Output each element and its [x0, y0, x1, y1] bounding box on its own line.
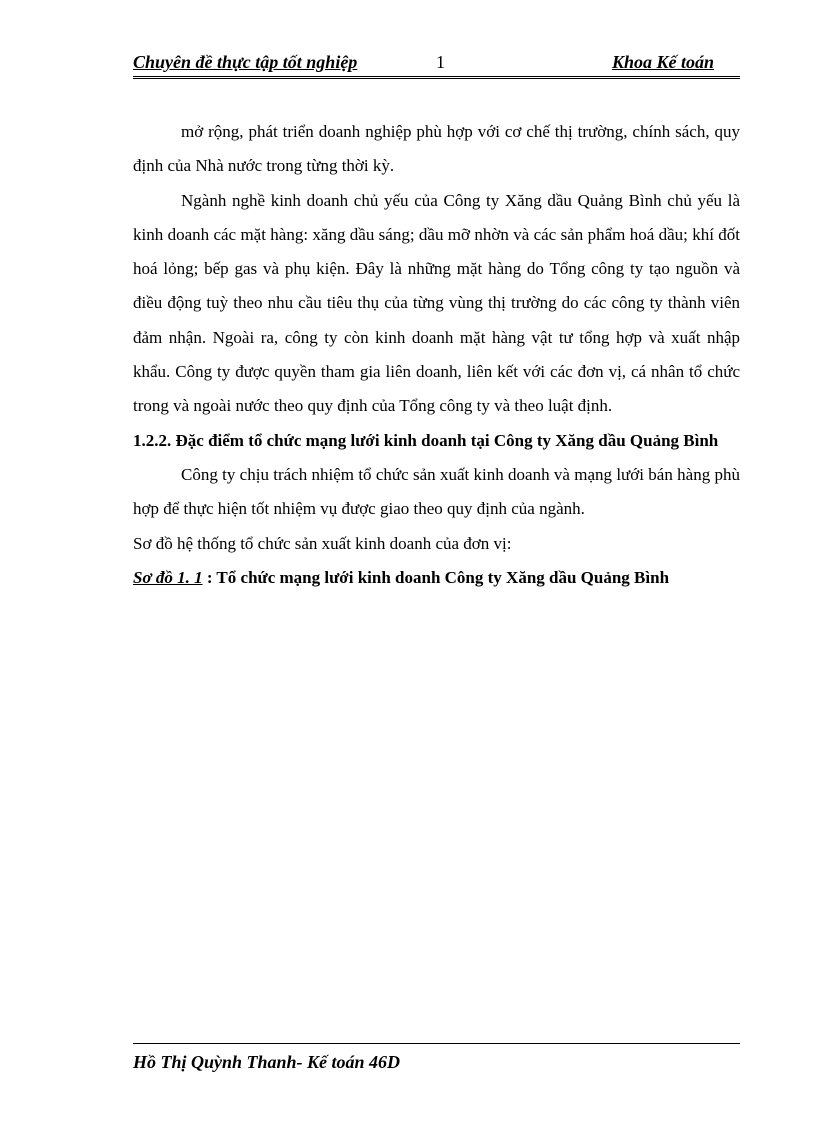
paragraph-2: Ngành nghề kinh doanh chủ yếu của Công ty Xăng dầu Quảng Bình chủ yếu là kinh doanh các mặt hàng: xăng dầu sáng; dầu mỡ nhờn và các sản phẩm hoá dầu; khí đốt hoá lỏng; bếp gas và phụ kiện. Đây là những mặt hàng do Tổng công ty tạo nguồn và điều động tuỳ theo nhu cầu tiêu thụ của từng vùng thị trường do các công ty thành viên đảm nhận. Ngoài ra, công ty còn kinh doanh mặt hàng vật tư tổng hợp và xuất nhập khẩu. Công ty được quyền tham gia liên doanh, liên kết với các đơn vị, cá nhân tổ chức trong và ngoài nước theo quy định của Tổng công ty và theo luật định. [133, 190, 740, 416]
page-footer [133, 1043, 740, 1073]
figure-caption [133, 561, 740, 595]
section-heading: 1.2.2. Đặc điểm tổ chức mạng lưới kinh doanh tại Công ty Xăng dầu Quảng Bình [133, 430, 719, 450]
page-number: 1 [436, 52, 445, 72]
figure-caption-text: : Tổ chức mạng lưới kinh doanh Công ty Xăng dầu Quảng Bình [202, 567, 670, 587]
paragraph-3: Công ty chịu trách nhiệm tổ chức sản xuất kinh doanh và mạng lưới bán hàng phù hợp để thực hiện tốt nhiệm vụ được giao theo quy định của ngành. [133, 464, 740, 519]
figure-caption-label: Sơ đồ 1. 1 [133, 567, 203, 587]
page-header [133, 50, 740, 79]
paragraph-4: Sơ đồ hệ thống tổ chức sản xuất kinh doanh của đơn vị: [133, 533, 512, 553]
paragraph-1: mở rộng, phát triển doanh nghiệp phù hợp với cơ chế thị trường, chính sách, quy định của Nhà nước trong từng thời kỳ. [133, 122, 740, 176]
header-document-title: Chuyên đề thực tập tốt nghiệp [133, 52, 358, 72]
header-department: Khoa Kế toán [611, 52, 714, 72]
footer-author: Hồ Thị Quỳnh Thanh- Kế toán 46D [133, 1052, 401, 1072]
page-body [133, 115, 740, 595]
